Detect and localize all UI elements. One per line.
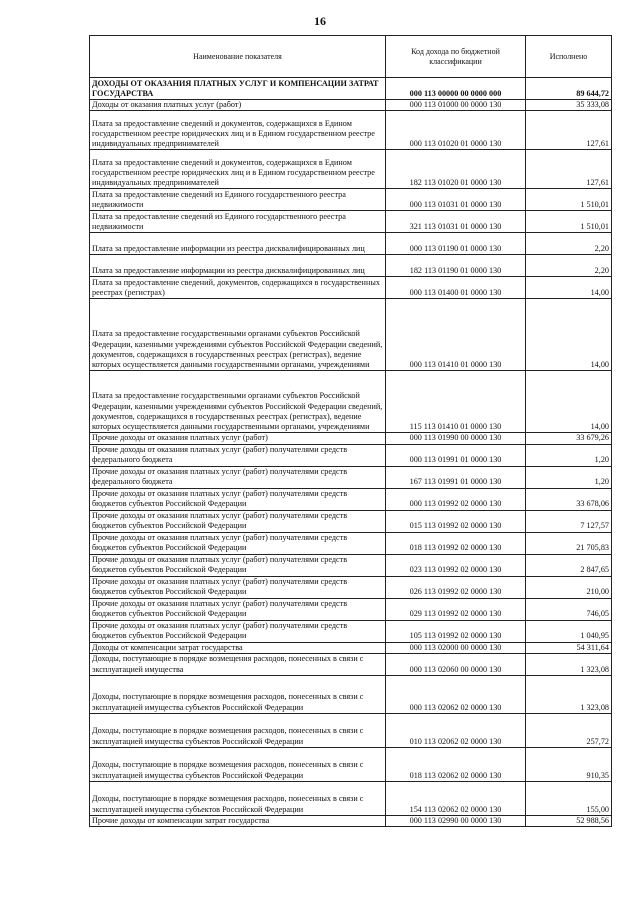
row-code: 000 113 02062 02 0000 130 [386,675,526,713]
row-code: 026 113 01992 02 0000 130 [386,576,526,598]
row-value: 210,00 [526,576,612,598]
row-value: 1 323,08 [526,653,612,675]
row-name: Доходы, поступающие в порядке возмещения расходов, понесенных в связи с эксплуатацией имущества [90,653,386,675]
row-value: 33 678,06 [526,488,612,510]
row-name: Плата за предоставление сведений из Единого государственного реестра недвижимости [90,211,386,233]
table-row [90,781,612,815]
row-name: Плата за предоставление сведений и документов, содержащихся в Едином государственном реестре юридических лиц и в Едином государственном реестре индивидуальных предпринимателей [90,111,386,150]
row-code: 182 113 01020 01 0000 130 [386,150,526,189]
row-code: 182 113 01190 01 0000 130 [386,255,526,277]
row-code: 000 113 01000 00 0000 130 [386,100,526,111]
row-code: 029 113 01992 02 0000 130 [386,598,526,620]
row-code: 023 113 01992 02 0000 130 [386,554,526,576]
table-row [90,78,612,100]
row-name: Доходы, поступающие в порядке возмещения расходов, понесенных в связи с эксплуатацией имущества субъектов Российской Федерации [90,675,386,713]
row-name: Плата за предоставление государственными органами субъектов Российской Федерации, казенными учреждениями субъектов Российской Федерации сведений, документов, содержащихся в государственных реестрах (регистрах), ведение которых осуществляется данными государственными органами, учреждениями [90,299,386,371]
row-code: 000 113 02000 00 0000 130 [386,642,526,653]
row-value: 7 127,57 [526,510,612,532]
row-value: 1 510,01 [526,189,612,211]
table-row [90,211,612,233]
row-code: 000 113 02990 00 0000 130 [386,815,526,826]
row-name: Прочие доходы от оказания платных услуг (работ) получателями средств бюджетов субъектов Российской Федерации [90,488,386,510]
row-name: Плата за предоставление сведений и документов, содержащихся в Едином государственном реестре юридических лиц и в Едином государственном реестре индивидуальных предпринимателей [90,150,386,189]
row-name: ДОХОДЫ ОТ ОКАЗАНИЯ ПЛАТНЫХ УСЛУГ И КОМПЕНСАЦИИ ЗАТРАТ ГОСУДАРСТВА [90,78,386,100]
row-code: 018 113 02062 02 0000 130 [386,747,526,781]
row-value: 1 323,08 [526,675,612,713]
row-name: Доходы, поступающие в порядке возмещения расходов, понесенных в связи с эксплуатацией имущества субъектов Российской Федерации [90,747,386,781]
row-value: 54 311,64 [526,642,612,653]
row-value: 21 705,83 [526,532,612,554]
row-code: 105 113 01992 02 0000 130 [386,620,526,642]
row-value: 89 644,72 [526,78,612,100]
row-code: 000 113 01031 01 0000 130 [386,189,526,211]
table-row [90,150,612,189]
table-row [90,510,612,532]
row-name: Прочие доходы от оказания платных услуг (работ) получателями средств бюджетов субъектов Российской Федерации [90,532,386,554]
row-code: 015 113 01992 02 0000 130 [386,510,526,532]
row-value: 2,20 [526,233,612,255]
table-row [90,433,612,444]
row-code: 000 113 01991 01 0000 130 [386,444,526,466]
header-code: Код дохода по бюджетной классификации [386,36,526,78]
row-name: Прочие доходы от оказания платных услуг (работ) получателями средств бюджетов субъектов Российской Федерации [90,620,386,642]
table-row [90,371,612,433]
table-header-row [90,36,612,78]
row-code: 000 113 02060 00 0000 130 [386,653,526,675]
table-row [90,554,612,576]
row-name: Плата за предоставление информации из реестра дисквалифицированных лиц [90,255,386,277]
table-row [90,642,612,653]
table-row [90,299,612,371]
table-row [90,653,612,675]
table-row [90,100,612,111]
row-value: 155,00 [526,781,612,815]
table-row [90,111,612,150]
row-value: 52 988,56 [526,815,612,826]
row-value: 127,61 [526,111,612,150]
row-name: Доходы, поступающие в порядке возмещения расходов, понесенных в связи с эксплуатацией имущества субъектов Российской Федерации [90,713,386,747]
row-value: 257,72 [526,713,612,747]
row-code: 115 113 01410 01 0000 130 [386,371,526,433]
row-name: Прочие доходы от оказания платных услуг (работ) получателями средств федерального бюджета [90,444,386,466]
row-value: 127,61 [526,150,612,189]
row-value: 746,05 [526,598,612,620]
table-row [90,255,612,277]
row-name: Доходы от оказания платных услуг (работ) [90,100,386,111]
row-value: 33 679,26 [526,433,612,444]
row-value: 1,20 [526,444,612,466]
row-name: Прочие доходы от оказания платных услуг (работ) получателями средств бюджетов субъектов Российской Федерации [90,598,386,620]
header-name: Наименование показателя [90,36,386,78]
table-row [90,576,612,598]
table-row [90,598,612,620]
row-name: Прочие доходы от оказания платных услуг (работ) получателями средств бюджетов субъектов Российской Федерации [90,554,386,576]
table-row [90,488,612,510]
row-name: Плата за предоставление государственными органами субъектов Российской Федерации, казенными учреждениями субъектов Российской Федерации сведений, документов, содержащихся в государственных реестрах (регистрах), ведение которых осуществляется данными государственными органами, учреждениями [90,371,386,433]
row-value: 2 847,65 [526,554,612,576]
row-name: Доходы, поступающие в порядке возмещения расходов, понесенных в связи с эксплуатацией имущества субъектов Российской Федерации [90,781,386,815]
row-code: 167 113 01991 01 0000 130 [386,466,526,488]
row-code: 000 113 01410 01 0000 130 [386,299,526,371]
row-name: Доходы от компенсации затрат государства [90,642,386,653]
row-value: 1,20 [526,466,612,488]
income-table [89,35,612,827]
row-value: 1 510,01 [526,211,612,233]
row-code: 000 113 01400 01 0000 130 [386,277,526,299]
table-row [90,747,612,781]
table-row [90,189,612,211]
table-row [90,713,612,747]
row-code: 000 113 01020 01 0000 130 [386,111,526,150]
row-code: 154 113 02062 02 0000 130 [386,781,526,815]
row-value: 14,00 [526,299,612,371]
table-row [90,532,612,554]
row-code: 000 113 00000 00 0000 000 [386,78,526,100]
table-row [90,466,612,488]
row-value: 2,20 [526,255,612,277]
row-value: 35 333,08 [526,100,612,111]
row-name: Плата за предоставление сведений, документов, содержащихся в государственных реестрах (регистрах) [90,277,386,299]
row-name: Прочие доходы от оказания платных услуг (работ) получателями средств федерального бюджета [90,466,386,488]
table-row [90,620,612,642]
row-name: Прочие доходы от оказания платных услуг (работ) получателями средств бюджетов субъектов Российской Федерации [90,510,386,532]
table-row [90,815,612,826]
row-code: 321 113 01031 01 0000 130 [386,211,526,233]
row-name: Прочие доходы от оказания платных услуг (работ) получателями средств бюджетов субъектов Российской Федерации [90,576,386,598]
header-executed: Исполнено [526,36,612,78]
row-name: Плата за предоставление сведений из Единого государственного реестра недвижимости [90,189,386,211]
page-number: 16 [314,14,326,28]
row-value: 910,35 [526,747,612,781]
row-name: Плата за предоставление информации из реестра дисквалифицированных лиц [90,233,386,255]
table-row [90,675,612,713]
row-name: Прочие доходы от компенсации затрат государства [90,815,386,826]
row-code: 018 113 01992 02 0000 130 [386,532,526,554]
row-code: 000 113 01992 02 0000 130 [386,488,526,510]
table-row [90,233,612,255]
table-row [90,277,612,299]
table-row [90,444,612,466]
row-value: 1 040,95 [526,620,612,642]
row-code: 010 113 02062 02 0000 130 [386,713,526,747]
row-name: Прочие доходы от оказания платных услуг (работ) [90,433,386,444]
row-value: 14,00 [526,277,612,299]
row-code: 000 113 01190 01 0000 130 [386,233,526,255]
row-value: 14,00 [526,371,612,433]
row-code: 000 113 01990 00 0000 130 [386,433,526,444]
